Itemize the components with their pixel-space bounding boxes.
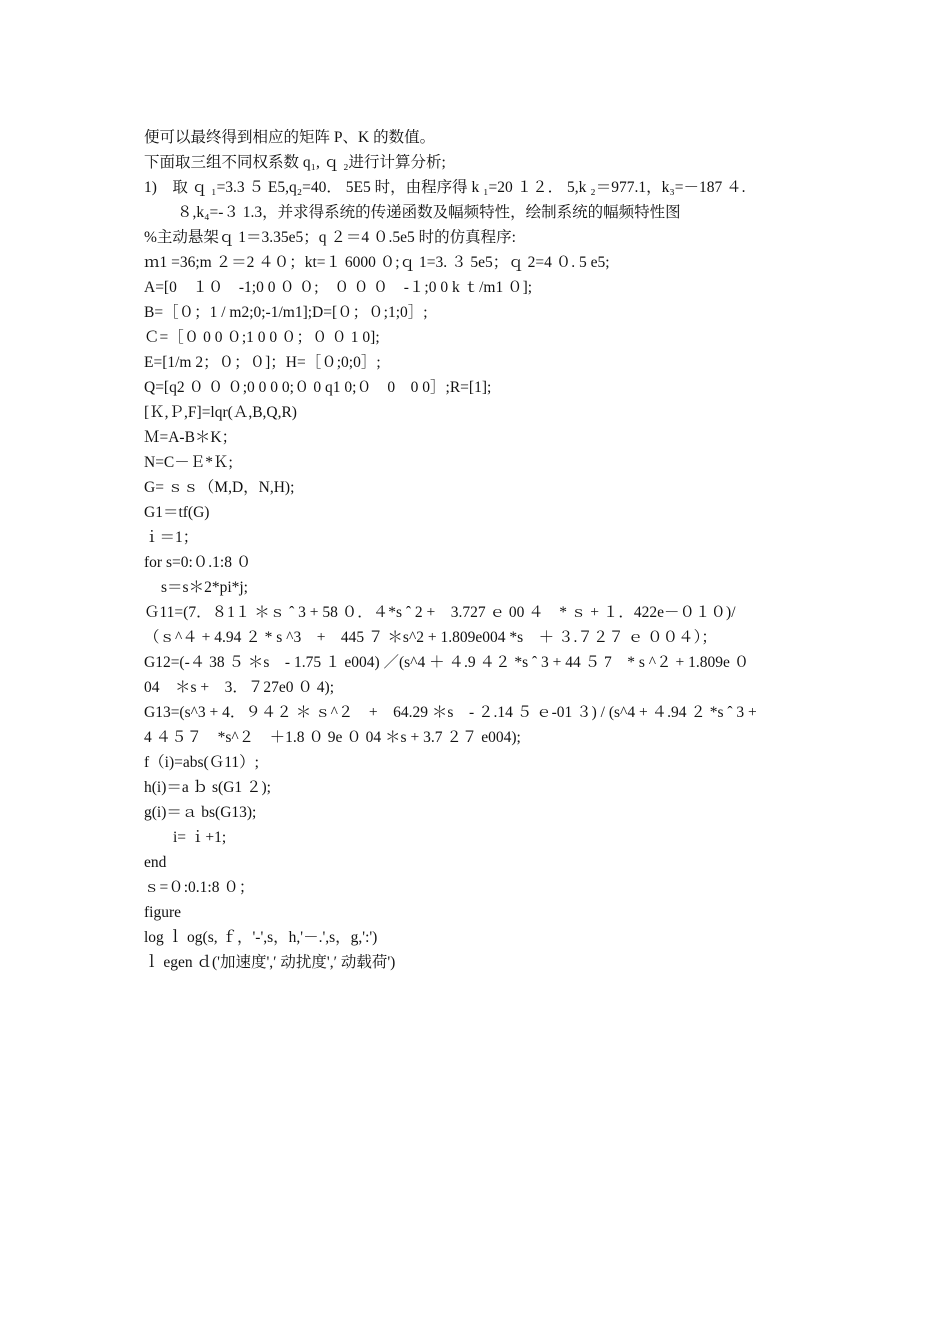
code-line-matrix-e-h: E=[1/m 2；０；０]；H=［０;0;0］; (144, 354, 381, 371)
code-line-for: for s=0:０.1:8 ０ (144, 554, 252, 571)
code-line-tf: G1＝tf(G) (144, 504, 210, 521)
code-line-g12-a: G12=(-４ 38 ５ ＊s - 1.75 １ e004) ／(s^4 ＋ ４.9 ４２ *s ˆ 3 + 44 ５ 7 * s ^２ + 1.809e ０ (144, 654, 750, 671)
code-line-ss: G= ｓｓ（M,D，N,H); (144, 479, 295, 496)
code-line-m: Ｍ=A-B＊K； (144, 429, 238, 446)
code-line-g: g(i)＝ａ bs(G13); (144, 804, 257, 821)
code-line-g13-b: 4 ４５７ *s^２ ＋1.8 ０ 9e ０ 04 ＊s + 3.7 ２７ e004); (144, 729, 521, 746)
code-line-loglog: log ｌ og(s, ｆ，'-',s，h,'－.',s，g,':') (144, 929, 378, 946)
text-line-1: 便可以最终得到相应的矩阵 P、K 的数值。 (144, 129, 436, 146)
code-line-params: ｍ1 =36;m ２＝2 ４０；kt=１ 6000 ０;ｑ 1=3. ３ 5e5；ｑ 2=4 ０. 5 e5; (144, 254, 610, 271)
code-line-g12-b: 04 ＊s + 3．７27e0 ０ 4); (144, 679, 334, 696)
code-line-h: h(i)＝a ｂ s(G1 ２); (144, 779, 271, 796)
code-line-i-init: ｉ＝1； (144, 529, 199, 546)
code-line-lqr: [Ｋ,Ｐ,F]=lqr(Ａ,B,Q,R) (144, 404, 297, 421)
code-line-legend: ｌ egen ｄ('加速度',′ 动扰度',′ 动载荷') (144, 954, 396, 971)
code-line-matrix-b-d: B=［０；1 / m2;0;-1/m1];D=[０；０;1;0］; (144, 304, 428, 321)
document-body (144, 125, 814, 975)
code-line-i-increment: i= ｉ+1; (173, 829, 227, 846)
code-line-end: end (144, 854, 167, 871)
code-line-matrix-c: Ｃ=［０ 0 0 ０;1 0 0 ０；０ ０ 1 0]; (144, 329, 380, 346)
code-line-g11-b: （ｓ^４ + 4.94 ２ * s ^3 + 445 ７ ＊s^2 + 1.809e004 *s ＋ ３.７２７ ｅ ００４）； (144, 629, 717, 646)
code-line-g13-a: G13=(s^3 + 4．９４２ ＊ ｓ^２ + 64.29 ＊s - ２.14 ５ ｅ-01 ３) / (s^4 + ４.94 ２ *s ˆ 3 + (144, 704, 757, 721)
code-line-f: f（i)=abs(Ｇ11）; (144, 754, 259, 771)
code-line-matrix-a: A=[0 １０ -1;0 0 ０ ０; ０ ０ ０ -１;0 0 k ｔ/m1 ０]; (144, 279, 533, 296)
code-comment-line: %主动悬架ｑ 1＝3.35e5；q ２＝4 ０.5e5 时的仿真程序: (144, 229, 516, 246)
code-line-s-range: ｓ=０:0.1:8 ０； (144, 879, 255, 896)
code-line-figure: figure (144, 904, 182, 921)
code-line-g11-a: Ｇ11=(7．８1１ ＊ｓ ˆ 3 + 58 ０．４*s ˆ 2 + 3.727 ｅ 00 ４ * ｓ + １．422e－０１０)/ (144, 604, 736, 621)
code-line-matrix-q-r: Q=[q2 ０ ０ ０;0 0 0 0;０ 0 q1 0;０ 0 0 0］;R=[1]; (144, 379, 492, 396)
code-line-s-assign: s＝s＊2*pi*j; (161, 579, 248, 596)
code-line-n: N=C－Ｅ*Ｋ; (144, 454, 233, 471)
text-line-4: ８,k₄=-３ 1.3，并求得系统的传递函数及幅频特性，绘制系统的幅频特性图 (177, 204, 681, 221)
text-line-2: 下面取三组不同权系数 q₁, ｑ ₂进行计算分析; (144, 154, 446, 171)
text-line-3: 1) 取 ｑ ₁=3.3 ５ E5,q₂=40． 5E5 时，由程序得 k ₁=20 １２． 5,k ₂＝977.1，k₃=－187 ４. (144, 179, 746, 196)
